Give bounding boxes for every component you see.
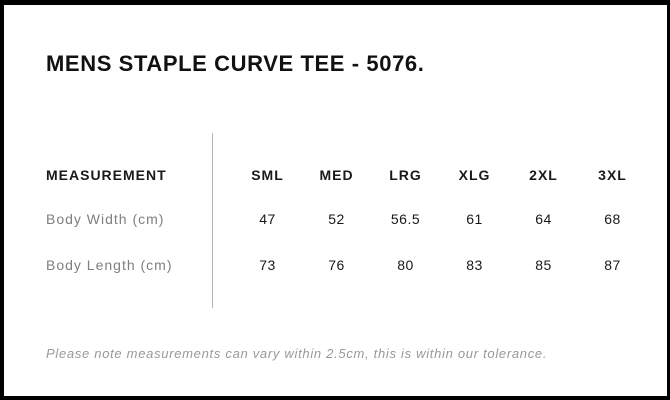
body-length-2xl-value: 85 <box>535 257 552 273</box>
column-header-lrg: LRG <box>389 167 422 183</box>
body-width-xlg-value: 61 <box>466 211 483 227</box>
body-width-med-value: 52 <box>328 211 345 227</box>
body-width-2xl-value: 64 <box>535 211 552 227</box>
body-width-sml-value: 47 <box>259 211 276 227</box>
body-length-med-value: 76 <box>328 257 345 273</box>
column-header-2xl: 2XL <box>529 167 558 183</box>
body-length-3xl-value: 87 <box>604 257 621 273</box>
table-header-row <box>46 165 647 185</box>
column-header-xlg: XLG <box>458 167 491 183</box>
body-width-3xl-value: 68 <box>604 211 621 227</box>
row-label-body-width: Body Width (cm) <box>46 211 165 227</box>
body-length-lrg-value: 80 <box>397 257 414 273</box>
column-header-med: MED <box>319 167 354 183</box>
tolerance-note: Please note measurements can vary within 2.5cm, this is within our tolerance. <box>46 346 548 361</box>
column-header-sml: SML <box>251 167 284 183</box>
table-row-body-width <box>46 209 647 229</box>
page-title: MENS STAPLE CURVE TEE - 5076. <box>46 51 425 76</box>
column-header-measurement: MEASUREMENT <box>46 167 167 183</box>
table-row-body-length <box>46 255 647 275</box>
body-length-xlg-value: 83 <box>466 257 483 273</box>
body-width-lrg-value: 56.5 <box>390 211 421 227</box>
body-length-sml-value: 73 <box>259 257 276 273</box>
column-header-3xl: 3XL <box>598 167 627 183</box>
row-label-body-length: Body Length (cm) <box>46 257 173 273</box>
